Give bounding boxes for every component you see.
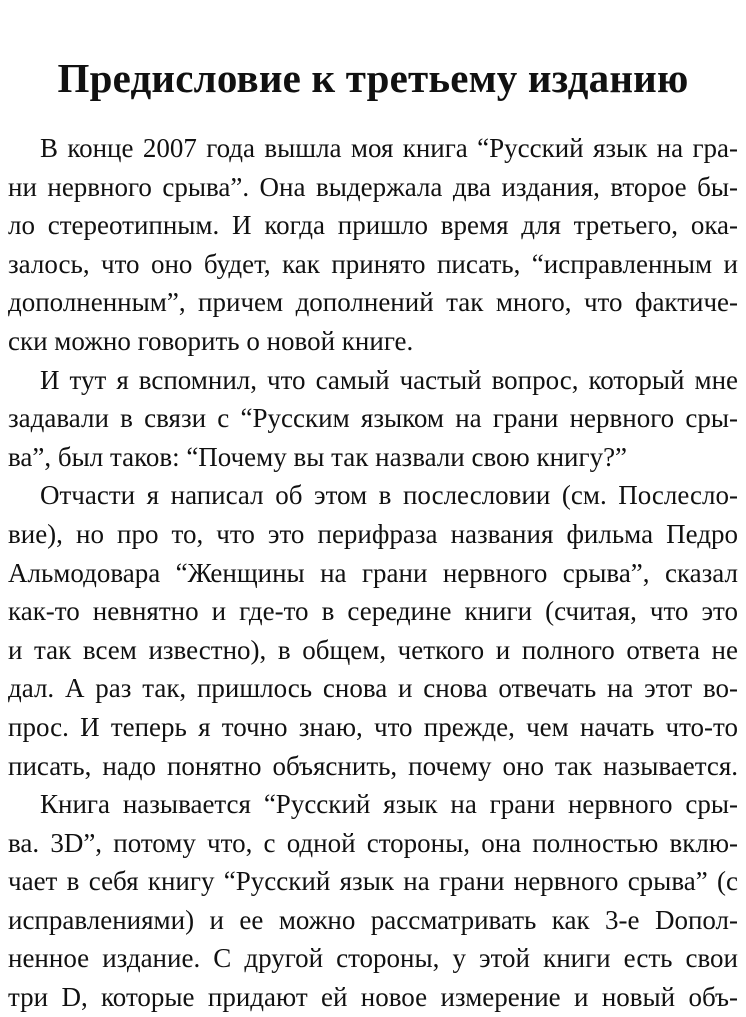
text-line: прос. И теперь я точно знаю, что прежде, чем начать что-то — [8, 711, 738, 742]
text-line: писать, надо понятно объяснить, почему оно так называется. — [8, 750, 738, 781]
paragraph — [8, 129, 738, 361]
paragraph — [8, 361, 738, 477]
text-line: ло стереотипным. И когда пришло время для третьего, ока- — [8, 210, 738, 241]
text-line: Отчасти я написал об этом в послесловии (см. Послесло- — [40, 480, 738, 511]
text-line: Книга называется “Русский язык на грани нервного сры- — [40, 789, 738, 820]
text-line: И тут я вспомнил, что самый частый вопрос, который мне — [40, 364, 738, 395]
text-line: вие), но про то, что это перифраза названия фильма Педро — [8, 518, 738, 549]
text-line: ва. 3D”, потому что, с одной стороны, она полностью вклю- — [8, 827, 738, 858]
text-line: В конце 2007 года вышла моя книга “Русский язык на гра- — [40, 133, 738, 163]
text-line: и так всем известно), в общем, четкого и полного ответа не — [8, 634, 738, 665]
text-line: дал. А раз так, пришлось снова и снова отвечать на этот во- — [8, 673, 738, 704]
text-line: как-то невнятно и где-то в середине книги (считая, что это — [8, 596, 738, 627]
text-line: чает в себя книгу “Русский язык на грани нервного срыва” (с — [8, 866, 738, 897]
paragraph — [8, 785, 738, 1017]
text-line: исправлениями) и ее можно рассматривать как 3-е Dопол- — [8, 904, 738, 935]
text-line: ва”, был таков: “Почему вы так назвали свою книгу?” — [8, 441, 628, 472]
text-line: задавали в связи с “Русским языком на грани нервного сры- — [8, 403, 738, 434]
text-line: ни нервного срыва”. Она выдержала два издания, второе бы- — [8, 171, 738, 202]
text-line: ненное издание. С другой стороны, у этой книги есть свои — [8, 943, 738, 974]
page-title: Предисловие к третьему изданию — [57, 55, 689, 101]
text-line: Альмодовара “Женщины на грани нервного срыва”, сказал — [8, 557, 738, 588]
text-line: три D, которые придают ей новое измерение и новый объ- — [8, 982, 738, 1013]
body-text — [8, 129, 738, 1017]
text-line: ски можно говорить о новой книге. — [8, 325, 414, 356]
paragraph — [8, 476, 738, 785]
text-line: залось, что оно будет, как принято писать, “исправленным и — [8, 248, 738, 279]
text-line: дополненным”, причем дополнений так много, что фактиче- — [8, 287, 738, 318]
